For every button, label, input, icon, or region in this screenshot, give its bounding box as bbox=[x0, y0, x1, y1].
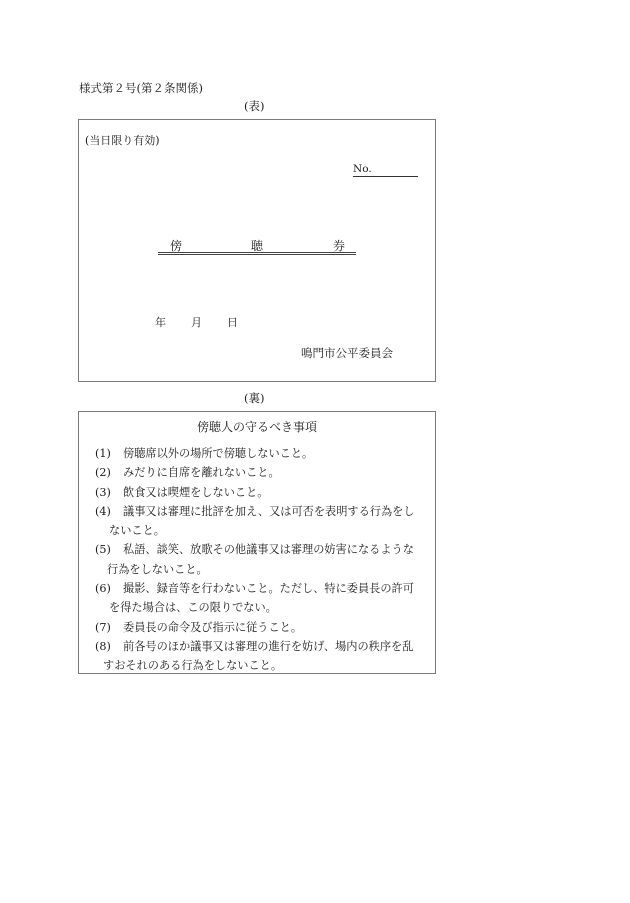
front-side-label: (表) bbox=[244, 99, 265, 113]
ticket-front bbox=[78, 119, 436, 382]
ticket-number-field bbox=[353, 163, 418, 177]
ticket-title-char: 傍 bbox=[170, 239, 183, 253]
rule-item: (8) 前各号のほか議事又は審理の進行を妨げ、場内の秩序を乱 すおそれのある行為をしないこと。 bbox=[95, 639, 414, 673]
form-number-label: 様式第２号(第２条関係) bbox=[79, 81, 203, 95]
year-label: 年 bbox=[155, 316, 166, 329]
ticket-title bbox=[158, 238, 356, 255]
rule-item: (2) みだりに自席を離れないこと。 bbox=[95, 466, 280, 480]
rule-item: (7) 委員長の命令及び指示に従うこと。 bbox=[95, 620, 303, 634]
date-row bbox=[155, 314, 238, 330]
rule-item: (6) 撮影、録音等を行わないこと。ただし、特に委員長の許可 を得た場合は、この限りでない。 bbox=[95, 582, 414, 615]
month-label: 月 bbox=[191, 316, 202, 329]
ticket-title-char: 聴 bbox=[251, 239, 264, 253]
ticket-title-char: 券 bbox=[333, 239, 346, 253]
issuer-name: 鳴門市公平委員会 bbox=[301, 346, 393, 360]
rule-item: (1) 傍聴席以外の場所で傍聴しないこと。 bbox=[95, 447, 314, 460]
rule-item: (4) 議事又は審理に批評を加え、又は可否を表明する行為をし ないこと。 bbox=[95, 504, 415, 538]
rule-item: (3) 飲食又は喫煙をしないこと。 bbox=[95, 485, 269, 499]
rule-item: (5) 私語、談笑、放歌その他議事又は審理の妨害になるような 行為をしないこと。 bbox=[95, 543, 414, 576]
back-side-label: (裏) bbox=[244, 391, 265, 405]
ticket-back bbox=[78, 411, 436, 674]
validity-note: (当日限り有効) bbox=[85, 134, 160, 147]
rules-title: 傍聴人の守るべき事項 bbox=[196, 420, 317, 434]
ticket-number-label: No. bbox=[353, 163, 372, 175]
day-label: 日 bbox=[227, 316, 238, 329]
rules-list bbox=[95, 444, 433, 676]
